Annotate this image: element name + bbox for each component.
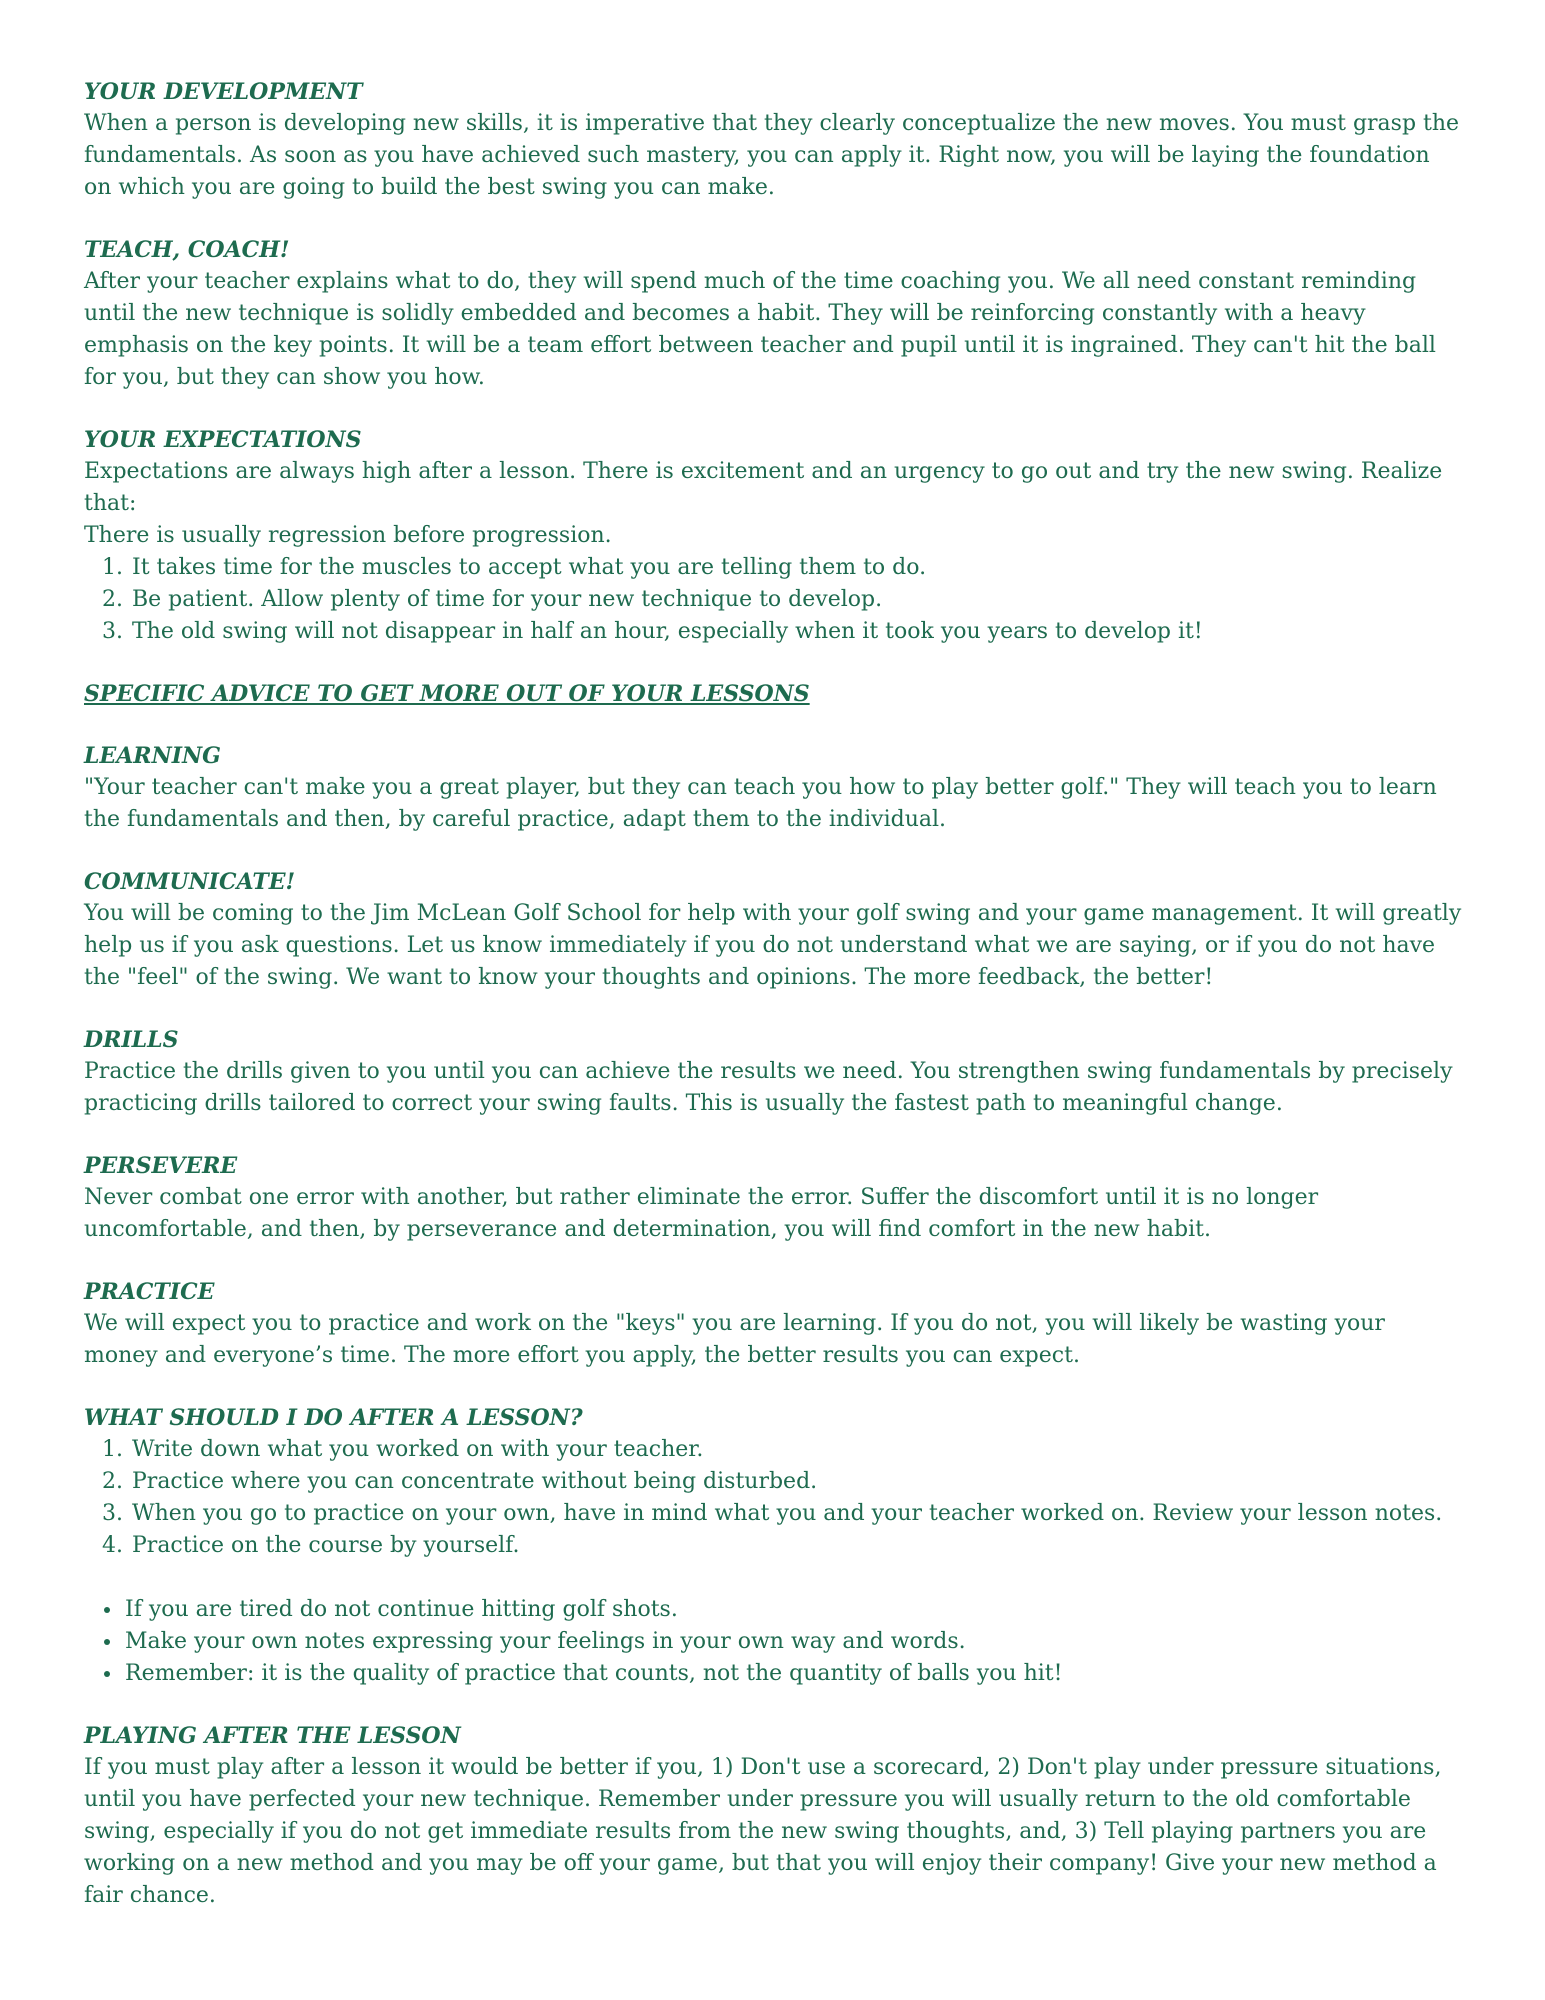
section-heading: COMMUNICATE!: [84, 869, 296, 895]
list-item: 3. The old swing will not disappear in half an hour, especially when it took you years to develop it!: [130, 616, 1464, 648]
bullet-item: • Remember: it is the quality of practice that counts, not the quantity of balls you hit!: [123, 1658, 1464, 1690]
section-learning: [84, 740, 1464, 836]
section-text: We will expect you to practice and work on the "keys" you are learning. If you do not, you will likely be wasting your money and everyone’s time. The more effort you apply, the better results you can expect.: [84, 1311, 1385, 1368]
section-heading: YOUR DEVELOPMENT: [84, 79, 363, 105]
section-text: When a person is developing new skills, it is imperative that they clearly conceptualize the new moves. You must grasp the fundamentals. As soon as you have achieved such mastery, you can apply it. Right now, you will be laying the foundation on which you are going to build the best swing you can make.: [84, 111, 1460, 200]
spacer: [84, 1562, 1464, 1594]
bullet-item: • Make your own notes expressing your feelings in your own way and words.: [123, 1626, 1464, 1658]
section-heading: LEARNING: [84, 743, 221, 769]
section-text: Expectations are always high after a lesson. There is excitement and an urgency to go out and try the new swing. Realize that:: [84, 459, 1443, 516]
list-item: 4. Practice on the course by yourself.: [130, 1530, 1464, 1562]
document-page: [84, 76, 1464, 1942]
section-your-expectations: [84, 424, 1464, 648]
after-lesson-list: [84, 1434, 1464, 1562]
section-heading: TEACH, COACH!: [84, 237, 290, 263]
after-lesson-bullets: [84, 1594, 1464, 1690]
list-item: 2. Be patient. Allow plenty of time for your new technique to develop.: [130, 584, 1464, 616]
section-playing-after-lesson: [84, 1720, 1464, 1912]
section-heading: YOUR EXPECTATIONS: [84, 427, 362, 453]
bullet-item: • If you are tired do not continue hitting golf shots.: [123, 1594, 1464, 1626]
list-item: 2. Practice where you can concentrate without being disturbed.: [130, 1466, 1464, 1498]
section-drills: [84, 1024, 1464, 1120]
section-text: "Your teacher can't make you a great player, but they can teach you how to play better golf." They will teach you to learn the fundamentals and then, by careful practice, adapt them to the individual.: [84, 775, 1437, 832]
section-after-lesson: [84, 1402, 1464, 1690]
advice-heading: SPECIFIC ADVICE TO GET MORE OUT OF YOUR LESSONS: [84, 681, 810, 707]
section-text: If you must play after a lesson it would be better if you, 1) Don't use a scorecard, 2) Don't play under pressure situations, until you have perfected your new technique. Remember under pressure you will usually return to the old comfortable swing, especially if you do not get immediate results from the new swing thoughts, and, 3) Tell playing partners you are working on a new method and you may be off your game, but that you will enjoy their company! Give your new method a fair chance.: [84, 1755, 1442, 1908]
section-text: After your teacher explains what to do, they will spend much of the time coaching you. We all need constant reminding until the new technique is solidly embedded and becomes a habit. They will be reinforcing constantly with a heavy emphasis on the key points. It will be a team effort between teacher and pupil until it is ingrained. They can't hit the ball for you, but they can show you how.: [84, 269, 1436, 390]
list-item: 1. It takes time for the muscles to accept what you are telling them to do.: [130, 552, 1464, 584]
section-text: You will be coming to the Jim McLean Golf School for help with your golf swing and your game management. It will greatly help us if you ask questions. Let us know immediately if you do not understand what we are saying, or if you do not have the "feel" of the swing. We want to know your thoughts and opinions. The more feedback, the better!: [84, 901, 1462, 990]
section-text: Practice the drills given to you until you can achieve the results we need. You strengthen swing fundamentals by precisely practicing drills tailored to correct your swing faults. This is usually the fastest path to meaningful change.: [84, 1059, 1453, 1116]
section-text: There is usually regression before progression.: [84, 523, 612, 548]
section-heading: PRACTICE: [84, 1279, 215, 1305]
section-heading: PERSEVERE: [84, 1153, 238, 1179]
section-your-development: [84, 76, 1464, 204]
section-text: Never combat one error with another, but rather eliminate the error. Suffer the discomfort until it is no longer uncomfortable, and then, by perseverance and determination, you will find comfort in the new habit.: [84, 1185, 1319, 1242]
section-communicate: [84, 866, 1464, 994]
section-heading: WHAT SHOULD I DO AFTER A LESSON?: [84, 1405, 583, 1431]
list-item: 3. When you go to practice on your own, have in mind what you and your teacher worked on. Review your lesson notes.: [130, 1498, 1464, 1530]
section-practice: [84, 1276, 1464, 1372]
section-teach-coach: [84, 234, 1464, 394]
section-heading: PLAYING AFTER THE LESSON: [84, 1723, 461, 1749]
section-persevere: [84, 1150, 1464, 1246]
expectations-list: [84, 552, 1464, 648]
list-item: 1. Write down what you worked on with your teacher.: [130, 1434, 1464, 1466]
section-heading: DRILLS: [84, 1027, 179, 1053]
